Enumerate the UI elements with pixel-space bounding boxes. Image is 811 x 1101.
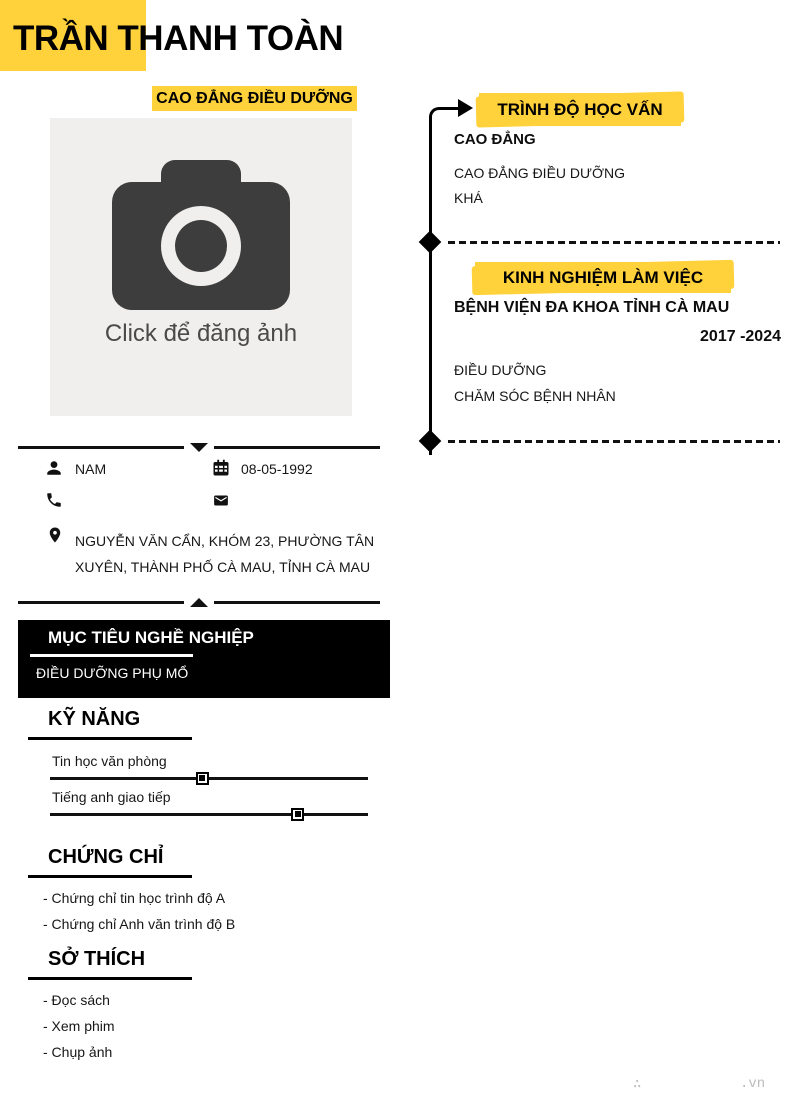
hobbies-heading: SỞ THÍCH — [48, 948, 146, 970]
candidate-name: TRẦN THANH TOÀN — [13, 19, 344, 58]
divider-line — [214, 601, 380, 604]
experience-period: 2017 -2024 — [700, 328, 781, 345]
hobbies-underline — [28, 977, 192, 980]
gender-value: NAM — [75, 461, 107, 477]
certificates-heading: CHỨNG CHỈ — [48, 846, 164, 868]
skill-slider-handle[interactable] — [196, 772, 209, 785]
education-major: CAO ĐẲNG ĐIỀU DƯỠNG — [454, 165, 625, 181]
objective-underline — [30, 654, 193, 657]
education-degree: CAO ĐẲNG — [454, 131, 536, 148]
skill-slider-track[interactable] — [50, 777, 368, 780]
skills-underline — [28, 737, 192, 740]
experience-description: CHĂM SÓC BỆNH NHÂN — [454, 388, 616, 404]
experience-heading: KINH NGHIỆM LÀM VIỆC — [475, 262, 731, 293]
objective-section — [18, 620, 390, 698]
photo-upload[interactable] — [50, 118, 352, 416]
triangle-up-icon — [190, 598, 208, 607]
certificates-underline — [28, 875, 192, 878]
divider-line — [18, 446, 184, 449]
skills-heading: KỸ NĂNG — [48, 708, 141, 730]
location-pin-icon — [46, 526, 64, 544]
objective-content: ĐIỀU DƯỠNG PHỤ MỔ — [36, 665, 189, 681]
triangle-down-icon — [190, 443, 208, 452]
experience-position: ĐIỀU DƯỠNG — [454, 362, 547, 378]
divider-line — [214, 446, 380, 449]
candidate-position: CAO ĐẲNG ĐIỀU DƯỠNG — [152, 86, 357, 111]
education-grade: KHÁ — [454, 190, 483, 206]
dashed-separator — [448, 241, 780, 244]
skill-slider-track[interactable] — [50, 813, 368, 816]
experience-company: BỆNH VIỆN ĐA KHOA TỈNH CÀ MAU — [454, 299, 730, 316]
skill-label: Tiếng anh giao tiếp — [52, 789, 171, 805]
address-value: NGUYỄN VĂN CẨN, KHÓM 23, PHƯỜNG TÂN XUYÊN, THÀNH PHỐ CÀ MAU, TỈNH CÀ MAU — [75, 533, 375, 575]
certificate-item: - Chứng chỉ Anh văn trình độ B — [43, 916, 236, 932]
email-icon — [212, 493, 230, 508]
hobby-item: - Chụp ảnh — [43, 1044, 113, 1060]
calendar-icon — [212, 459, 230, 477]
watermark-suffix: .vn — [740, 1076, 766, 1092]
photo-caption: Click để đăng ảnh — [104, 320, 298, 347]
dashed-separator — [448, 440, 780, 443]
camera-icon — [109, 160, 294, 310]
birthday-value: 08-05-1992 — [241, 461, 313, 477]
skill-label: Tin học văn phòng — [52, 753, 167, 769]
arrow-right-icon — [458, 99, 473, 117]
phone-icon — [45, 491, 63, 509]
user-icon — [45, 459, 63, 477]
divider-down — [18, 443, 380, 452]
hobby-item: - Đọc sách — [43, 992, 110, 1008]
divider-up — [18, 598, 380, 607]
skill-slider-handle[interactable] — [291, 808, 304, 821]
education-heading: TRÌNH ĐỘ HỌC VẤN — [479, 93, 681, 126]
watermark-dots: ∴ — [633, 1077, 642, 1093]
divider-line — [18, 601, 184, 604]
hobby-item: - Xem phim — [43, 1018, 115, 1034]
objective-title: MỤC TIÊU NGHỀ NGHIỆP — [48, 628, 254, 647]
certificate-item: - Chứng chỉ tin học trình độ A — [43, 890, 226, 906]
